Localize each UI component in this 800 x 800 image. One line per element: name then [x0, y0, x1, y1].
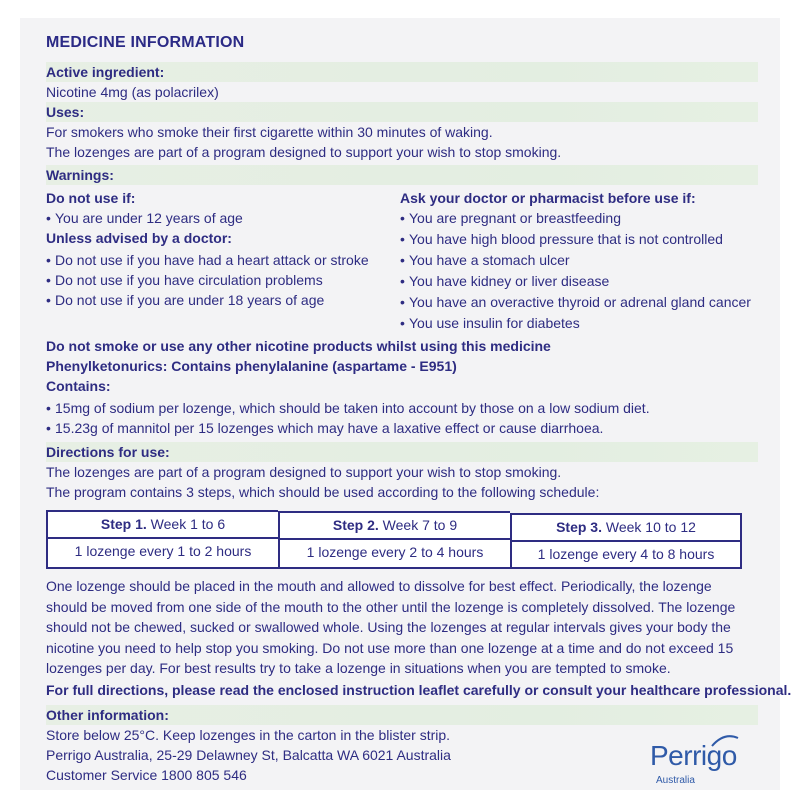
warnings-columns [46, 188, 758, 333]
step-2-column [278, 511, 510, 569]
other-line: Customer Service 1800 805 546 [46, 766, 247, 783]
warning-item: • You have kidney or liver disease [400, 271, 758, 291]
step-dose: 1 lozenge every 2 to 4 hours [306, 544, 484, 560]
warning-item: • You have an overactive thyroid or adrenal gland cancer [400, 292, 758, 312]
directions-paragraph: One lozenge should be placed in the mouth and allowed to dissolve for best effect. Periodically, the lozenge should be moved from one side of the mouth to the other until the lozenge is completely dissolved. The lozenge should not be chewed, sucked or swallowed whole. Using the lozenges at regular intervals gives your body the nicotine you need to help stop you smoking. Do not use more than one lozenge at a time and do not exceed 15 lozenges per day. For best results try to take a lozenge in situations when you are tempted to smoke. [46, 578, 736, 676]
other-information-heading: Other information: [46, 705, 758, 725]
step-dose: 1 lozenge every 1 to 2 hours [74, 543, 252, 559]
contains-item: • 15mg of sodium per lozenge, which should be taken into account by those on a low sodium diet. [46, 398, 758, 418]
unless-advised-heading: Unless advised by a doctor: [46, 230, 232, 246]
medicine-info-panel [20, 18, 792, 790]
phenylketonurics-warning: Phenylketonurics: Contains phenylalanine (aspartame - E951) [46, 358, 457, 374]
active-ingredient-heading: Active ingredient: [46, 62, 758, 82]
directions-line: The program contains 3 steps, which should be used according to the following schedule: [46, 484, 600, 500]
warning-item: • You use insulin for diabetes [400, 313, 758, 333]
step-header [512, 515, 740, 542]
other-line: Store below 25°C. Keep lozenges in the carton in the blister strip. [46, 726, 451, 743]
step-label: Step 2. [332, 517, 379, 533]
step-header [280, 513, 510, 540]
full-directions-note: For full directions, please read the enclosed instruction leaflet carefully or consult your healthcare professional. [46, 681, 792, 698]
warning-item: • Do not use if you have circulation problems [46, 270, 400, 290]
warnings-heading: Warnings: [46, 165, 758, 185]
other-line: Perrigo Australia, 25-29 Delawney St, Balcatta WA 6021 Australia [46, 746, 451, 763]
ask-doctor-heading: Ask your doctor or pharmacist before use if: [400, 190, 696, 206]
step-weeks: Week 10 to 12 [601, 519, 696, 535]
warning-item: • You have high blood pressure that is not controlled [400, 229, 758, 249]
step-header [48, 512, 278, 539]
warnings-right-column [400, 188, 758, 333]
step-3-column [510, 513, 742, 569]
uses-line: The lozenges are part of a program designed to support your wish to stop smoking. [46, 144, 562, 160]
warnings-left-column [46, 188, 400, 333]
step-weeks: Week 7 to 9 [378, 517, 458, 533]
perrigo-logo: Perrigo [650, 740, 737, 771]
step-1-column [46, 510, 278, 569]
no-smoke-warning: Do not smoke or use any other nicotine products whilst using this medicine [46, 338, 551, 354]
perrigo-logo-subtitle: Australia [656, 775, 695, 786]
step-label: Step 1. [100, 516, 147, 532]
contains-heading: Contains: [46, 378, 111, 394]
step-weeks: Week 1 to 6 [146, 516, 226, 532]
warning-item: • You are under 12 years of age [46, 208, 400, 228]
warning-item: • Do not use if you have had a heart attack or stroke [46, 250, 400, 270]
directions-heading: Directions for use: [46, 442, 758, 462]
uses-heading: Uses: [46, 102, 758, 122]
contains-item: • 15.23g of mannitol per 15 lozenges which may have a laxative effect or cause diarrhoea. [46, 418, 758, 438]
step-dose: 1 lozenge every 4 to 8 hours [537, 546, 715, 562]
page-title: MEDICINE INFORMATION [46, 34, 245, 51]
directions-line: The lozenges are part of a program designed to support your wish to stop smoking. [46, 464, 562, 480]
dosing-schedule-table [46, 510, 758, 569]
step-label: Step 3. [556, 519, 602, 535]
do-not-use-heading: Do not use if: [46, 190, 136, 206]
warning-item: • You have a stomach ulcer [400, 250, 758, 270]
warning-item: • You are pregnant or breastfeeding [400, 208, 758, 228]
active-ingredient-text: Nicotine 4mg (as polacrilex) [46, 84, 219, 100]
logo-swoosh-icon [710, 734, 740, 748]
uses-line: For smokers who smoke their first cigarette within 30 minutes of waking. [46, 124, 493, 140]
warning-item: • Do not use if you are under 18 years of age [46, 290, 400, 310]
